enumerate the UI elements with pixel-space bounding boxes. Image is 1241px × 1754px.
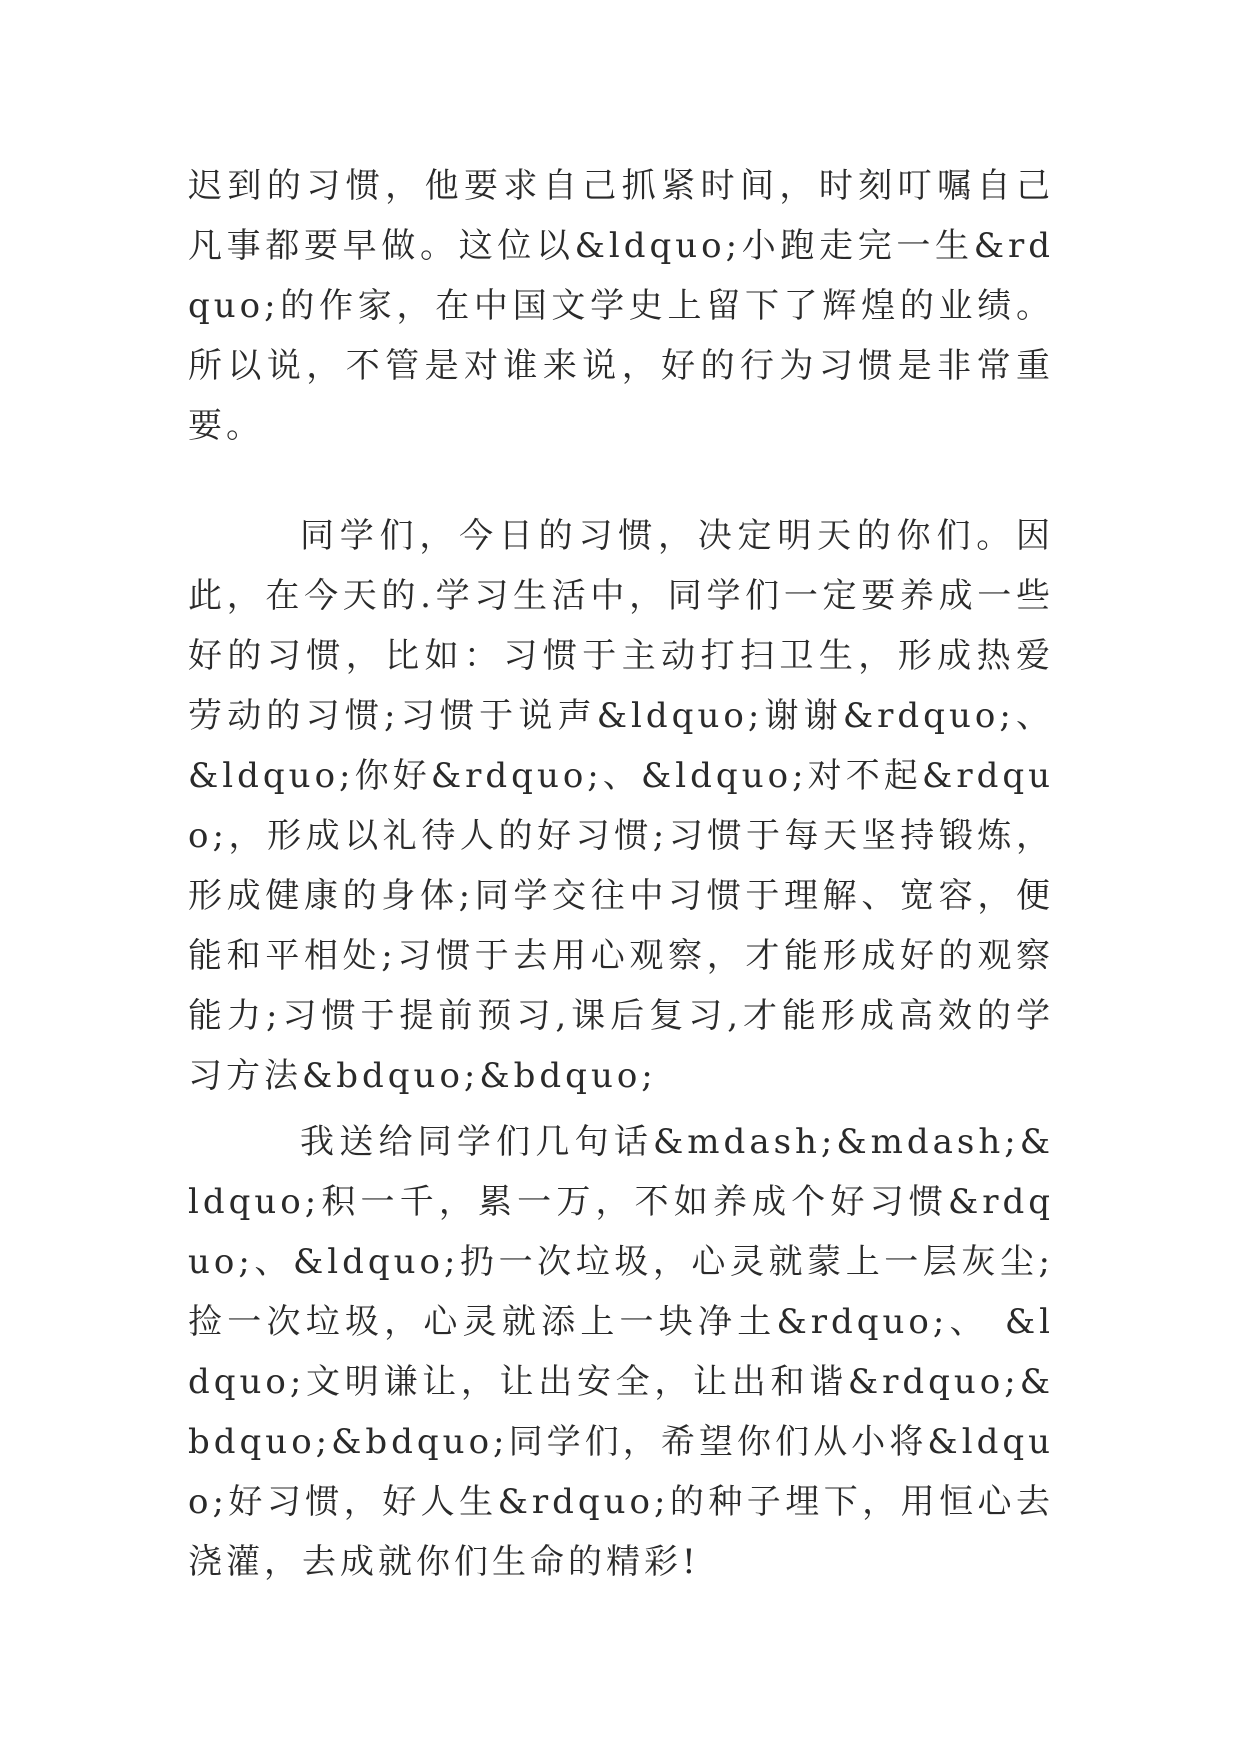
paragraph-good-habits-examples: 同学们，今日的习惯，决定明天的你们。因此，在今天的.学习生活中，同学们一定要养成一些好的习惯，比如：习惯于主动打扫卫生，形成热爱劳动的习惯;习惯于说声&ldquo;谢谢&rdquo;、&ldquo;你好&rdquo;、&ldquo;对不起&rdquo;，形成以礼待人的好习惯;习惯于每天坚持锻炼，形成健康的身体;同学交往中习惯于理解、宽容，便能和平相处;习惯于去用心观察，才能形成好的观察能力;习惯于提前预习,课后复习,才能形成高效的学习方法&bdquo;&bdquo; bbox=[188, 516, 1054, 1096]
paragraph-continuation: 迟到的习惯，他要求自己抓紧时间，时刻叮嘱自己凡事都要早做。这位以&ldquo;小跑走完一生&rdquo;的作家，在中国文学史上留下了辉煌的业绩。所以说，不管是对谁来说，好的行为习惯是非常重要。 bbox=[188, 166, 1054, 446]
paragraph-closing-sayings: 我送给同学们几句话&mdash;&mdash;&ldquo;积一千，累一万，不如养成个好习惯&rdquo;、&ldquo;扔一次垃圾，心灵就蒙上一层灰尘;捡一次垃圾，心灵就添上一块净土&rdquo;、 &ldquo;文明谦让，让出安全，让出和谐&rdquo;&bdquo;&bdquo;同学们，希望你们从小将&ldquo;好习惯，好人生&rdquo;的种子埋下，用恒心去浇灌，去成就你们生命的精彩! bbox=[188, 1122, 1054, 1582]
